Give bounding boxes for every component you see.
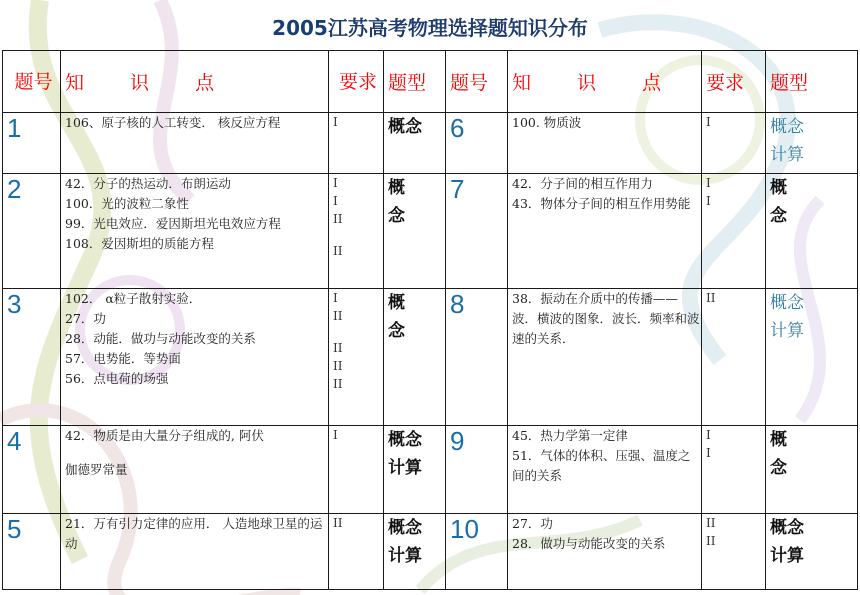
knowledge-point: 42．分子间的相互作用力 xyxy=(512,176,653,191)
requirement-level: II xyxy=(333,309,343,323)
knowledge-point: 102． α粒子散射实验． xyxy=(65,291,202,306)
requirement-levels xyxy=(702,426,766,514)
requirement-level: I xyxy=(333,194,338,208)
knowledge-points xyxy=(61,426,329,514)
header-question-number: 题号 xyxy=(446,51,508,113)
question-type: 概念计算 xyxy=(766,289,858,426)
question-type: 概念计算 xyxy=(766,514,858,590)
question-type: 概念 xyxy=(384,289,446,426)
question-number: 3 xyxy=(3,289,61,426)
question-type: 概念计算 xyxy=(384,514,446,590)
knowledge-point: 38．振动在介质中的传播——波．横波的图象．波长．频率和波速的关系． xyxy=(512,291,700,346)
requirement-levels xyxy=(702,174,766,289)
question-type: 概念计算 xyxy=(766,113,858,174)
table-row xyxy=(3,514,858,590)
requirement-level xyxy=(333,325,383,339)
header-requirement: 要求 xyxy=(702,51,766,113)
question-number: 4 xyxy=(3,426,61,514)
requirement-levels xyxy=(702,514,766,590)
question-number: 5 xyxy=(3,514,61,590)
knowledge-point: 99．光电效应．爱因斯坦光电效应方程 xyxy=(65,216,281,231)
question-number: 1 xyxy=(3,113,61,174)
knowledge-points xyxy=(508,289,702,426)
knowledge-points xyxy=(508,174,702,289)
requirement-levels xyxy=(329,174,384,289)
requirement-levels xyxy=(329,426,384,514)
knowledge-point: 57．电势能．等势面 xyxy=(65,351,181,366)
knowledge-point: 100．光的波粒二象性 xyxy=(65,196,189,211)
table-row xyxy=(3,426,858,514)
knowledge-point: 56．点电荷的场强 xyxy=(65,371,169,386)
requirement-level: II xyxy=(333,341,343,355)
requirement-level: II xyxy=(706,291,716,305)
knowledge-point: 106、原子核的人工转变． 核反应方程 xyxy=(65,115,281,130)
knowledge-points xyxy=(61,514,329,590)
question-type: 概念 xyxy=(766,426,858,514)
knowledge-points xyxy=(508,514,702,590)
requirement-level xyxy=(333,228,383,242)
knowledge-point: 21．万有引力定律的应用． 人造地球卫星的运动 xyxy=(65,516,323,551)
knowledge-point: 45．热力学第一定律 xyxy=(512,428,628,443)
header-question-type: 题型 xyxy=(384,51,446,113)
requirement-levels xyxy=(329,514,384,590)
question-type: 概念计算 xyxy=(384,426,446,514)
question-number: 6 xyxy=(446,113,508,174)
question-number: 10 xyxy=(446,514,508,590)
table-row xyxy=(3,174,858,289)
table-header-row xyxy=(3,51,858,113)
knowledge-point: 42．物质是由大量分子组成的, 阿伏 xyxy=(65,428,264,443)
header-knowledge-points: 知 识 点 xyxy=(508,51,702,113)
header-question-number: 题号 xyxy=(3,51,61,113)
requirement-level: I xyxy=(333,428,338,442)
question-number: 9 xyxy=(446,426,508,514)
requirement-level: I xyxy=(333,176,338,190)
knowledge-point: 51．气体的体积、压强、温度之间的关系 xyxy=(512,448,691,483)
requirement-level: II xyxy=(333,212,343,226)
requirement-level: II xyxy=(333,244,343,258)
requirement-level: II xyxy=(706,516,716,530)
knowledge-point: 27．功 xyxy=(65,311,106,326)
knowledge-point: 伽德罗常量 xyxy=(65,462,128,477)
requirement-level: II xyxy=(333,359,343,373)
knowledge-points xyxy=(61,113,329,174)
knowledge-point: 42．分子的热运动．布朗运动 xyxy=(65,176,231,191)
header-question-type: 题型 xyxy=(766,51,858,113)
knowledge-point: 27．功 xyxy=(512,516,553,531)
knowledge-point: 108．爱因斯坦的质能方程 xyxy=(65,236,214,251)
requirement-level: I xyxy=(333,291,338,305)
requirement-level: I xyxy=(333,115,338,129)
requirement-level: II xyxy=(333,516,343,530)
table-row xyxy=(3,289,858,426)
header-requirement: 要求 xyxy=(329,51,384,113)
requirement-level: I xyxy=(706,176,711,190)
knowledge-point: 100. 物质波 xyxy=(512,115,582,130)
requirement-level: I xyxy=(706,446,711,460)
requirement-level: II xyxy=(706,534,716,548)
knowledge-points xyxy=(61,174,329,289)
question-number: 8 xyxy=(446,289,508,426)
requirement-levels xyxy=(329,289,384,426)
requirement-level: I xyxy=(706,115,711,129)
requirement-levels xyxy=(702,289,766,426)
table-row xyxy=(3,113,858,174)
question-type: 概念 xyxy=(384,174,446,289)
knowledge-point: 28．做功与动能改变的关系 xyxy=(512,536,666,551)
knowledge-points xyxy=(508,113,702,174)
knowledge-point: 43．物体分子间的相互作用势能 xyxy=(512,196,691,211)
question-number: 2 xyxy=(3,174,61,289)
requirement-level: II xyxy=(333,377,343,391)
question-number: 7 xyxy=(446,174,508,289)
knowledge-points xyxy=(61,289,329,426)
knowledge-point: 28．动能．做功与动能改变的关系 xyxy=(65,331,256,346)
header-knowledge-points: 知 识 点 xyxy=(61,51,329,113)
knowledge-distribution-table xyxy=(2,50,858,590)
requirement-levels xyxy=(702,113,766,174)
requirement-levels xyxy=(329,113,384,174)
page-title: 2005江苏高考物理选择题知识分布 xyxy=(272,16,588,40)
requirement-level: I xyxy=(706,428,711,442)
knowledge-points xyxy=(508,426,702,514)
requirement-level: I xyxy=(706,194,711,208)
question-type: 概念 xyxy=(766,174,858,289)
question-type: 概念 xyxy=(384,113,446,174)
